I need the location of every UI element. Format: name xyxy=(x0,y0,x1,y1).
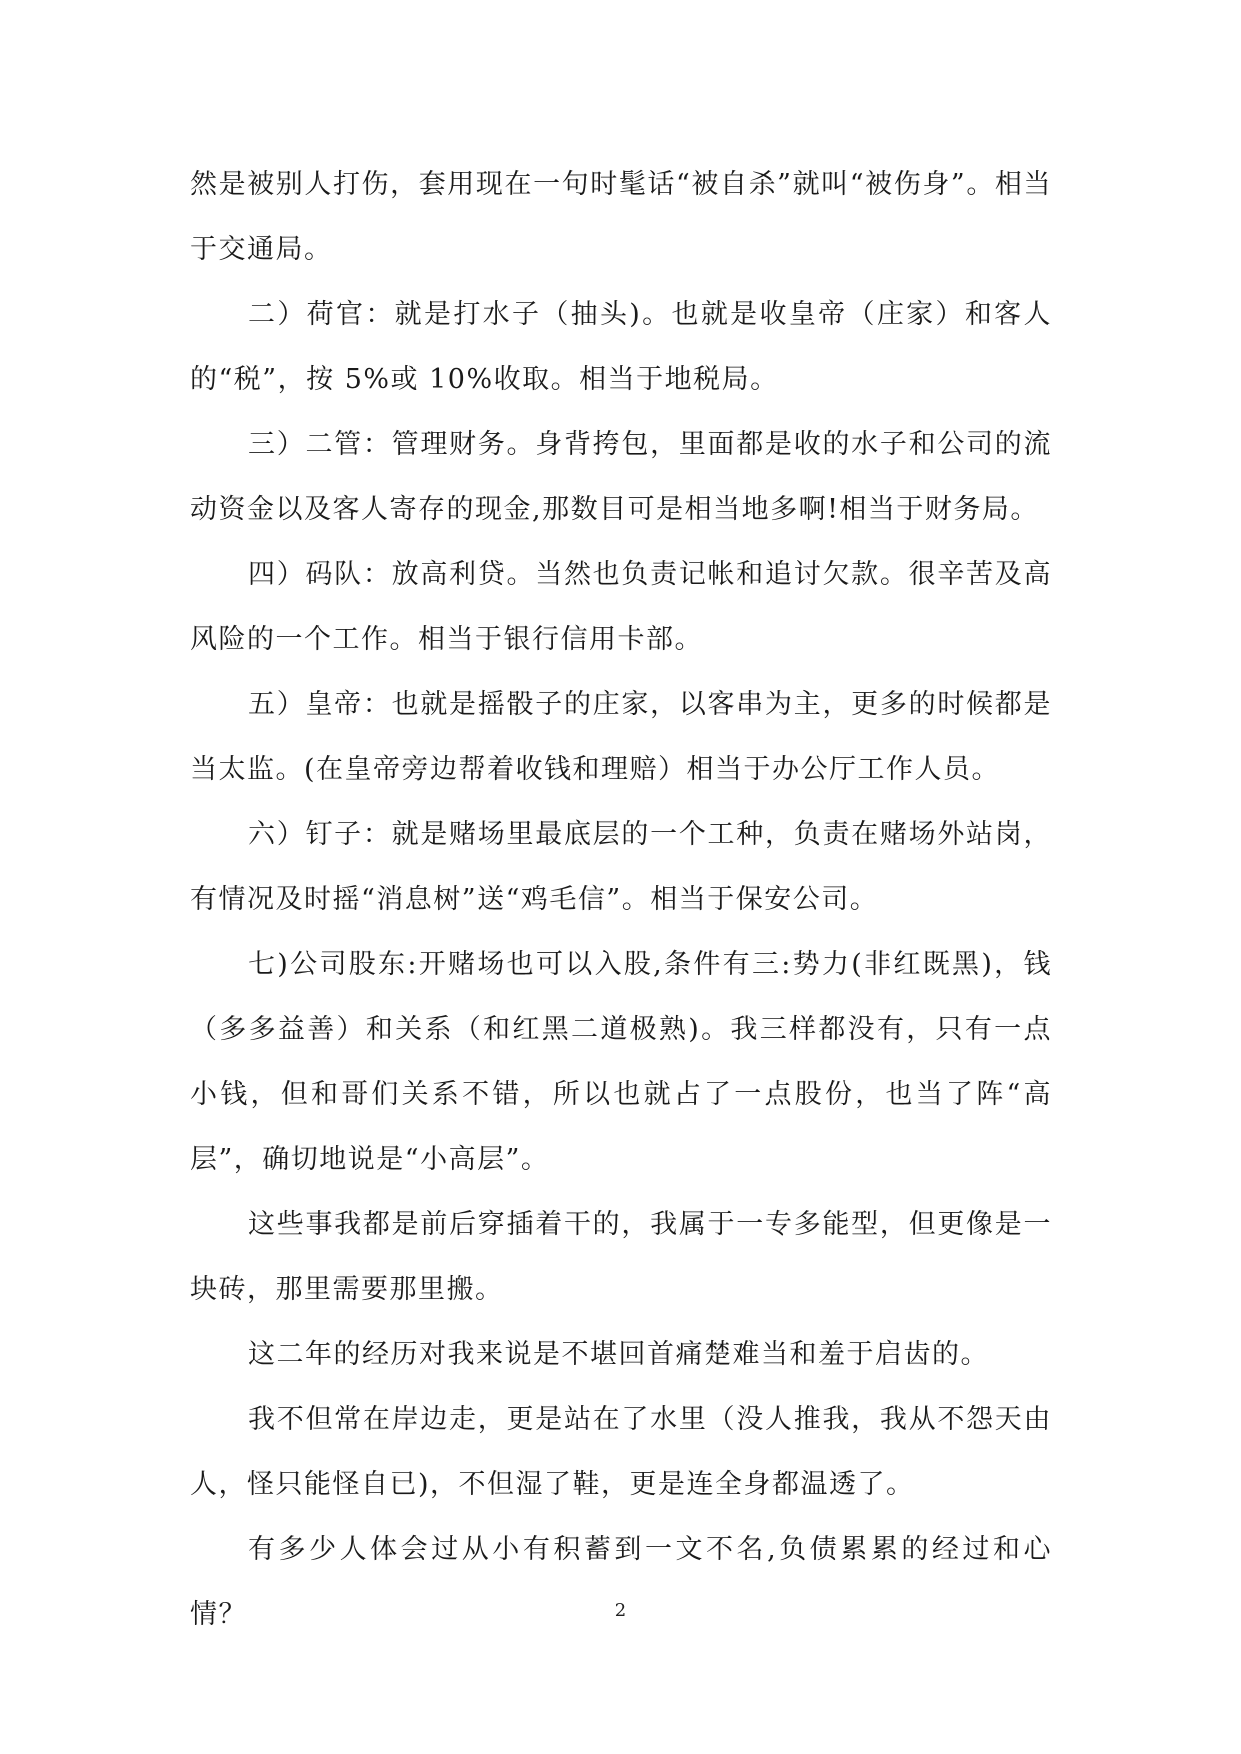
paragraph: 这些事我都是前后穿插着干的，我属于一专多能型，但更像是一块砖，那里需要那里搬。 xyxy=(190,1209,1052,1305)
page-number: 2 xyxy=(614,1600,627,1621)
paragraph: 五）皇帝：也就是摇骰子的庄家，以客串为主，更多的时候都是当太监。(在皇帝旁边帮着收钱和理赔）相当于办公厅工作人员。 xyxy=(190,689,1052,785)
paragraph: 六）钉子：就是赌场里最底层的一个工种，负责在赌场外站岗，有情况及时摇“消息树”送“鸡毛信”。相当于保安公司。 xyxy=(190,819,1052,915)
paragraph: 二）荷官：就是打水子（抽头)。也就是收皇帝（庄家）和客人的“税”，按 5%或 10%收取。相当于地税局。 xyxy=(190,299,1052,395)
paragraph: 我不但常在岸边走，更是站在了水里（没人推我，我从不怨天由人，怪只能怪自已)，不但湿了鞋，更是连全身都温透了。 xyxy=(190,1404,1052,1500)
paragraph: 有多少人体会过从小有积蓄到一文不名,负债累累的经过和心情？ xyxy=(190,1534,1052,1630)
paragraph: 四）码队：放高利贷。当然也负责记帐和追讨欠款。很辛苦及高风险的一个工作。相当于银行信用卡部。 xyxy=(190,559,1052,655)
paragraph: 七)公司股东:开赌场也可以入股,条件有三:势力(非红既黑)，钱（多多益善）和关系（和红黑二道极熟)。我三样都没有，只有一点小钱，但和哥们关系不错，所以也就占了一点股份，也当了阵“高层”，确切地说是“小高层”。 xyxy=(190,949,1052,1175)
paragraph: 然是被别人打伤，套用现在一句时髦话“被自杀”就叫“被伤身”。相当于交通局。 xyxy=(190,169,1052,265)
paragraph: 三）二管：管理财务。身背挎包，里面都是收的水子和公司的流动资金以及客人寄存的现金,那数目可是相当地多啊!相当于财务局。 xyxy=(190,429,1052,525)
body-text xyxy=(190,152,1052,1647)
paragraph: 这二年的经历对我来说是不堪回首痛楚难当和羞于启齿的。 xyxy=(248,1339,989,1370)
